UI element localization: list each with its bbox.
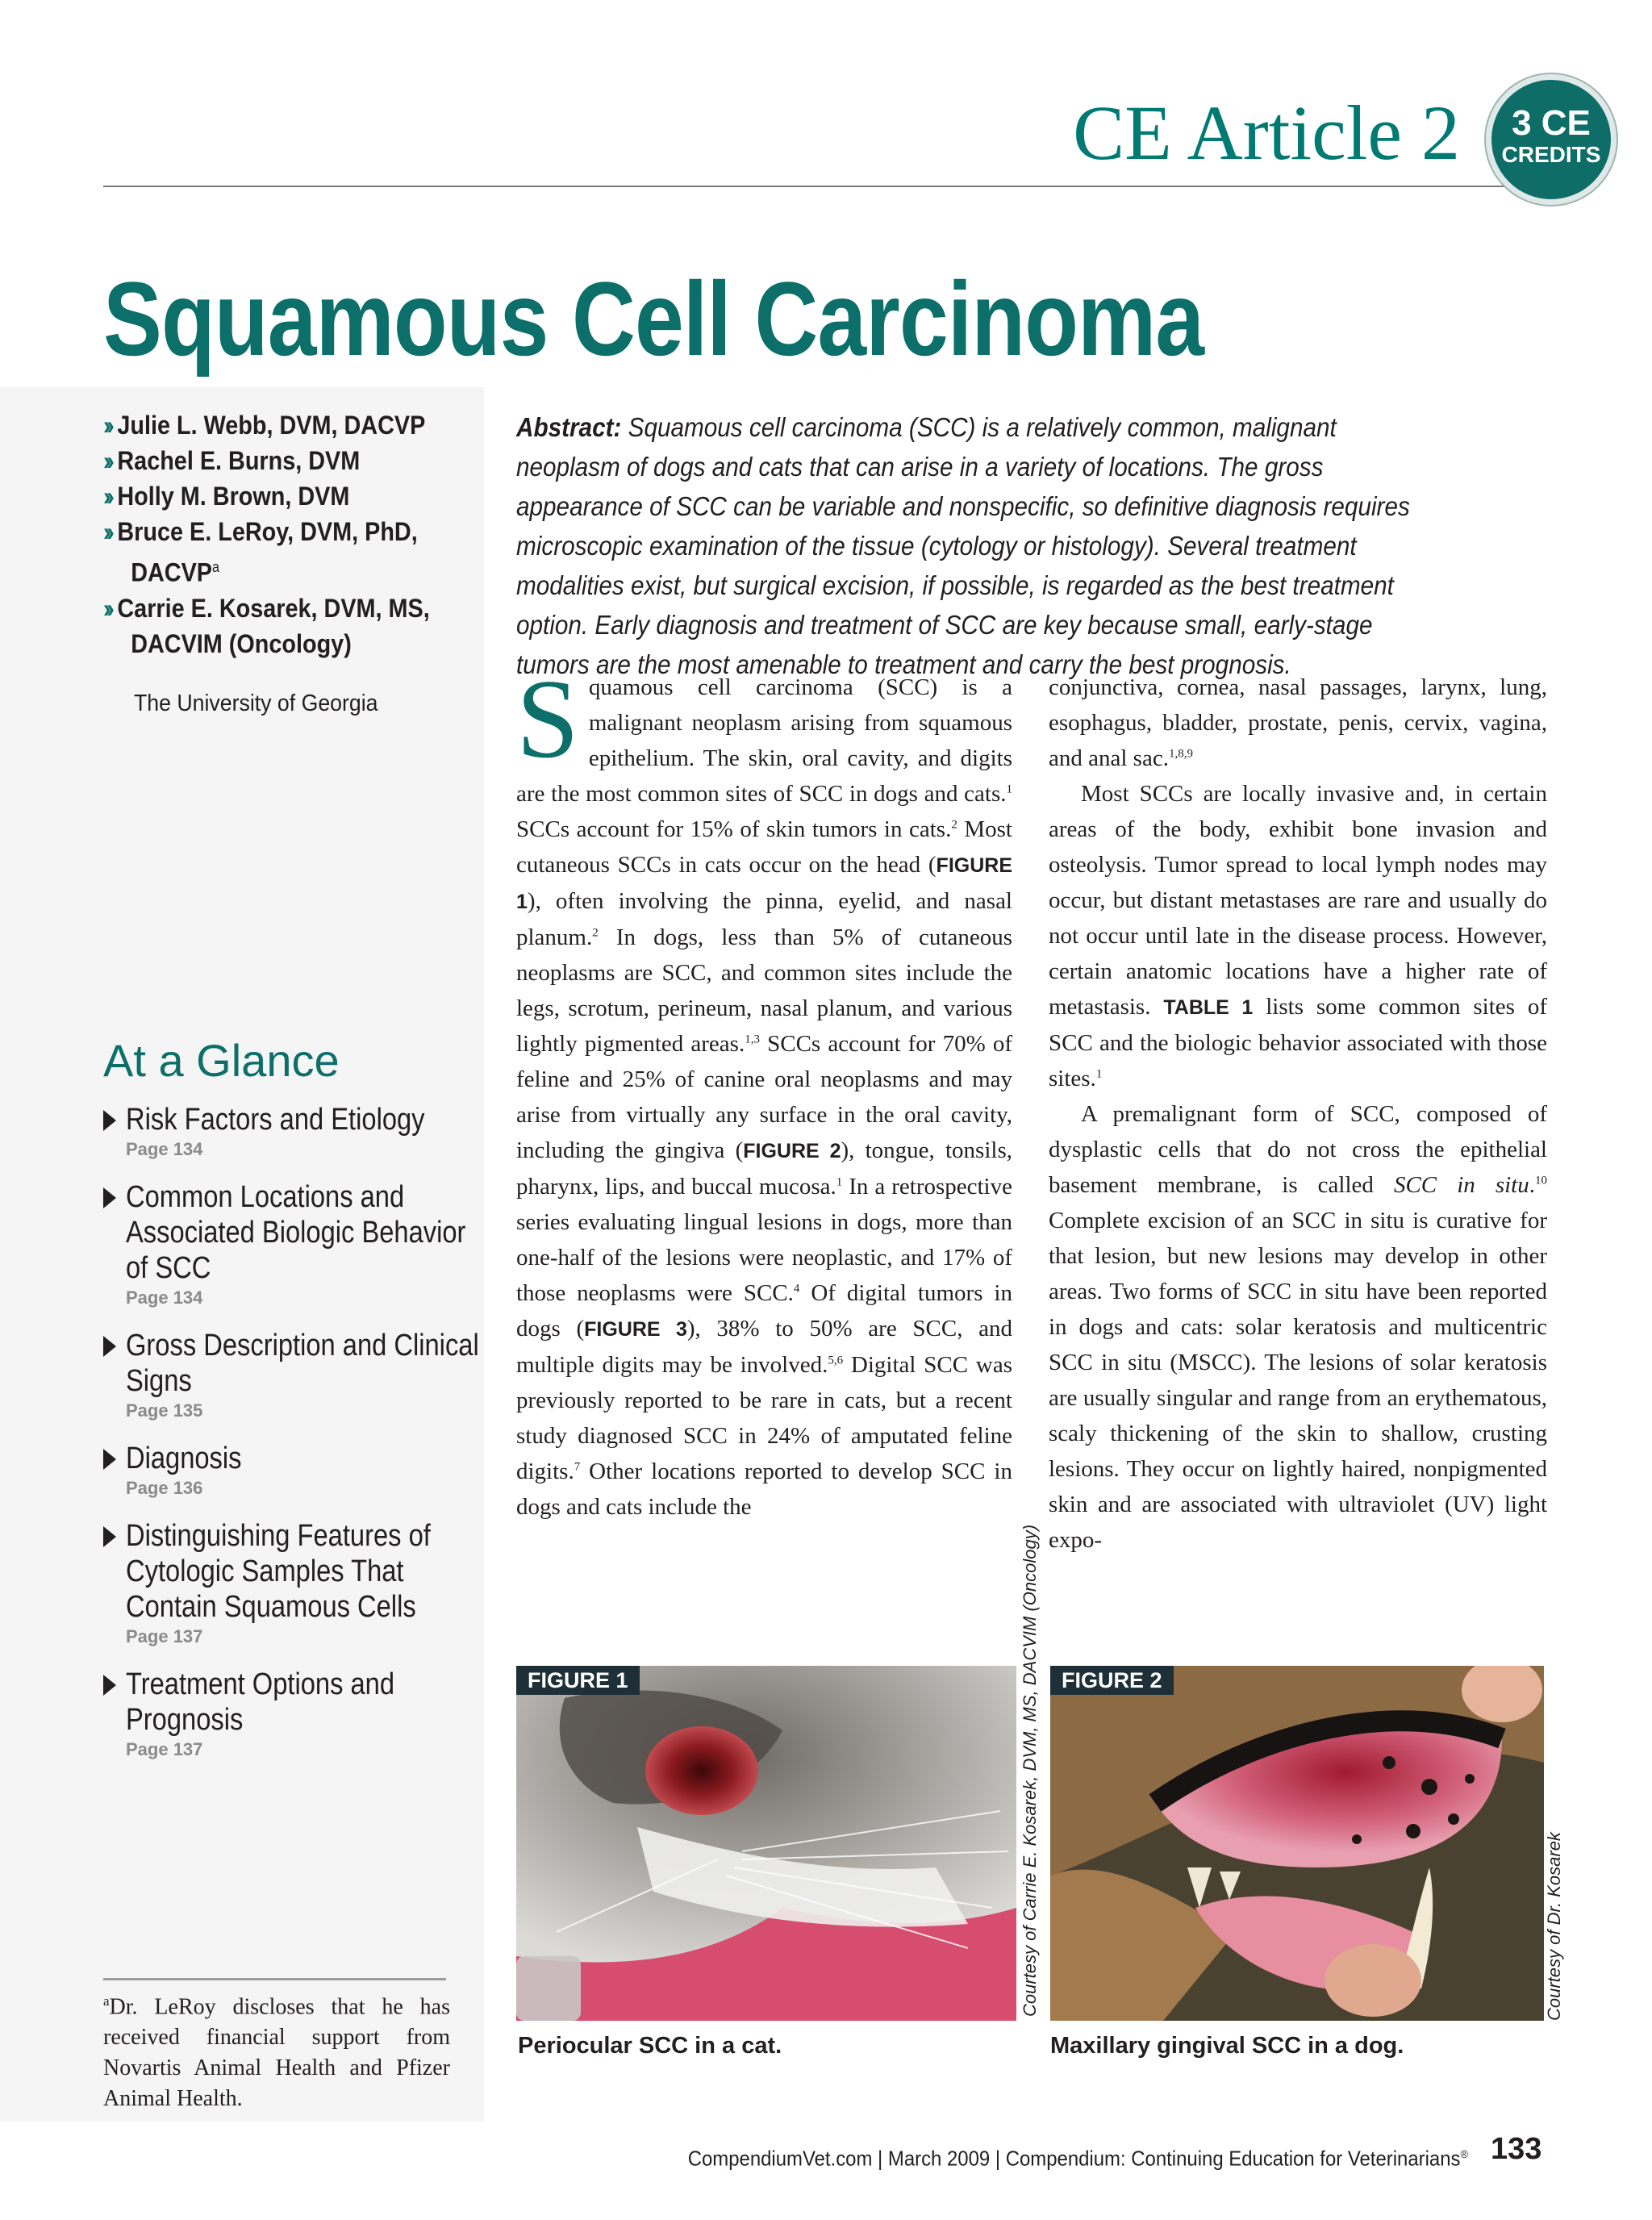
affiliation: The University of Georgia [134, 691, 378, 716]
chevron-right-icon: ›› [103, 593, 111, 623]
body-column-1: Squamous cell carcinoma (SCC) is a malignant neoplasm arising from squamous epithelium. The skin, oral cavity, and digits are the most common sites of SCC in dogs and cats.$^1$ SCCs account for 15% of skin tumors in cats.$^2$ Most cutaneous SCCs in cats occur on the head (FIGURE 1), often involving the pinna, eyelid, and nasal planum.$^2$ In dogs, less than 5% of cutaneous neoplasms are SCC, and common sites include the legs, scrotum, perineum, nasal planum, and various lightly pigmented areas.$^{1,3}$ SCCs account for 70% of feline and 25% of canine oral neoplasms and may arise from virtually any surface in the oral cavity, including the gingiva (FIGURE 2), tongue, tonsils, pharynx, lips, and buccal mucosa.$^1$ In a retrospective series evaluating lingual lesions in dogs, more than one-half of the lesions were neoplastic, and 17% of those neoplasms were SCC.$^4$ Of digital tumors in dogs (FIGURE 3), 38% to 50% are SCC, and multiple digits may be involved.$^{5,6}$ Digital SCC was previously reported to be rare in cats, but a recent study diagnosed SCC in 24% of amputated feline digits.$^7$ Other locations reported to develop SCC in dogs and cats include the [516, 670, 1012, 1520]
author: ›› Julie L. Webb, DVM, DACVP [103, 411, 426, 440]
figure-reference[interactable]: FIGURE 1 [516, 854, 1012, 913]
triangle-bullet-icon [103, 1336, 116, 1357]
figure-reference[interactable]: FIGURE 2 [743, 1140, 841, 1162]
glance-item[interactable] [103, 1179, 482, 1310]
ce-credits-badge [1486, 74, 1617, 205]
author: ›› Holly M. Brown, DVM [103, 482, 350, 511]
glance-item[interactable] [103, 1441, 482, 1500]
glance-item-label: Common Locations and Associated Biologic Behavior of SCC [126, 1180, 466, 1285]
figure-reference[interactable]: FIGURE 3 [584, 1318, 687, 1341]
footnote-mark: a [212, 559, 220, 575]
figure-1-image [516, 1666, 1016, 2021]
glance-item[interactable] [103, 1667, 482, 1762]
footnote-rule [103, 1978, 446, 1980]
abstract [516, 407, 1446, 684]
glance-list [103, 1102, 482, 1780]
header-rule [103, 186, 1515, 187]
glance-heading: At a Glance [103, 1035, 340, 1086]
abstract-label: Abstract: [516, 412, 622, 442]
drop-cap: S [516, 670, 579, 782]
triangle-bullet-icon [103, 1526, 116, 1547]
footer-text: CompendiumVet.com | March 2009 | Compendium: Continuing Education for Veterinarians® [687, 2146, 1468, 2171]
abstract-text: Squamous cell carcinoma (SCC) is a relatively common, malignant neoplasm of dogs and cats that can arise in a variety of locations. The gross appearance of SCC can be variable and nonspecific, so definitive diagnosis requires microscopic examination of the tissue (cytology or histology). Several treatment modalities exist, but surgical excision, if possible, is regarded as the best treatment option. Early diagnosis and treatment of SCC are key because small, early-stage tumors are the most amenable to treatment and carry the best prognosis. [516, 412, 1410, 679]
badge-number: 3 CE [1512, 103, 1591, 143]
author: ›› Carrie E. Kosarek, DVM, MS, DACVIM (Oncology) [103, 593, 430, 658]
glance-item[interactable] [103, 1518, 482, 1649]
chevron-right-icon: ›› [103, 446, 111, 475]
chevron-right-icon: ›› [103, 517, 111, 546]
body-column-2 [1049, 670, 1547, 1638]
glance-item-label: Gross Description and Clinical Signs [126, 1329, 479, 1398]
author: ›› Rachel E. Burns, DVM [103, 446, 361, 475]
figure-caption: Periocular SCC in a cat. [518, 2033, 782, 2059]
glance-item-label: Risk Factors and Etiology [126, 1103, 425, 1137]
triangle-bullet-icon [103, 1449, 116, 1470]
triangle-bullet-icon [103, 1187, 116, 1208]
figure-2-image [1050, 1666, 1544, 2021]
page-number: 133 [1491, 2132, 1542, 2166]
chevron-right-icon: ›› [103, 482, 111, 511]
triangle-bullet-icon [103, 1675, 116, 1696]
glance-item-page: Page 135 [126, 1400, 203, 1421]
glance-item[interactable] [103, 1328, 482, 1423]
table-reference[interactable]: TABLE 1 [1163, 996, 1254, 1019]
article-title: Squamous Cell Carcinoma [103, 260, 1204, 378]
author: ›› Bruce E. LeRoy, DVM, PhD, DACVP$^a$ [103, 517, 418, 587]
dog-mouth-photo [1050, 1666, 1544, 2021]
glance-item-page: Page 137 [126, 1626, 203, 1646]
author-list [103, 407, 482, 661]
footnote: $^a$Dr. LeRoy discloses that he has received financial support from Novartis Animal Health and Pfizer Animal Health. [103, 1993, 450, 2112]
paragraph: conjunctiva, cornea, nasal passages, larynx, lung, esophagus, bladder, prostate, penis, cervix, vagina, and anal sac.$^{1,8,9}$ [1049, 674, 1547, 771]
glance-item-label: Distinguishing Features of Cytologic Samples That Contain Squamous Cells [126, 1519, 431, 1624]
chevron-right-icon: ›› [103, 411, 111, 440]
glance-item-page: Page 136 [126, 1478, 203, 1498]
paragraph: Most SCCs are locally invasive and, in certain areas of the body, exhibit bone invasion and osteolysis. Tumor spread to local lymph nodes may occur, but distant metastases are rare and usually do not occur until late in the disease process. However, certain anatomic locations have a higher rate of metastasis. TABLE 1 lists some common sites of SCC and the biologic behavior associated with those sites.$^1$ [1049, 781, 1547, 1091]
badge-label: CREDITS [1501, 142, 1601, 167]
section-title: CE Article 2 [1073, 90, 1460, 176]
figure-label: FIGURE 1 [516, 1666, 640, 1695]
glance-item-page: Page 137 [126, 1739, 203, 1759]
footnote-mark: a [103, 1993, 110, 2009]
figure-label: FIGURE 2 [1050, 1666, 1174, 1695]
glance-item-label: Diagnosis [126, 1442, 242, 1475]
glance-item-page: Page 134 [126, 1287, 203, 1308]
paragraph: A premalignant form of SCC, composed of dysplastic cells that do not cross the epithelial basement membrane, is called SCC in situ.$^{10}$ Complete excision of an SCC in situ is curative for that lesion, but new lesions may develop in other areas. Two forms of SCC in situ have been reported in dogs and cats: solar keratosis and multicentric SCC in situ (MSCC). The lesions of solar keratosis are usually singular and range from an erythematous, scaly thickening of the skin to shallow, crusting lesions. They occur on lightly haired, nonpigmented skin and are associated with ultraviolet (UV) light expo- [1049, 1101, 1547, 1553]
glance-item[interactable] [103, 1102, 482, 1162]
glance-item-page: Page 134 [126, 1139, 203, 1159]
photo-credit: Courtesy of Dr. Kosarek [1544, 1832, 1564, 2021]
cat-photo [516, 1666, 1016, 2021]
figure-caption: Maxillary gingival SCC in a dog. [1050, 2033, 1404, 2059]
glance-item-label: Treatment Options and Prognosis [126, 1667, 395, 1737]
triangle-bullet-icon [103, 1110, 116, 1131]
photo-credit: Courtesy of Carrie E. Kosarek, DVM, MS, DACVIM (Oncology) [1020, 1524, 1040, 2017]
